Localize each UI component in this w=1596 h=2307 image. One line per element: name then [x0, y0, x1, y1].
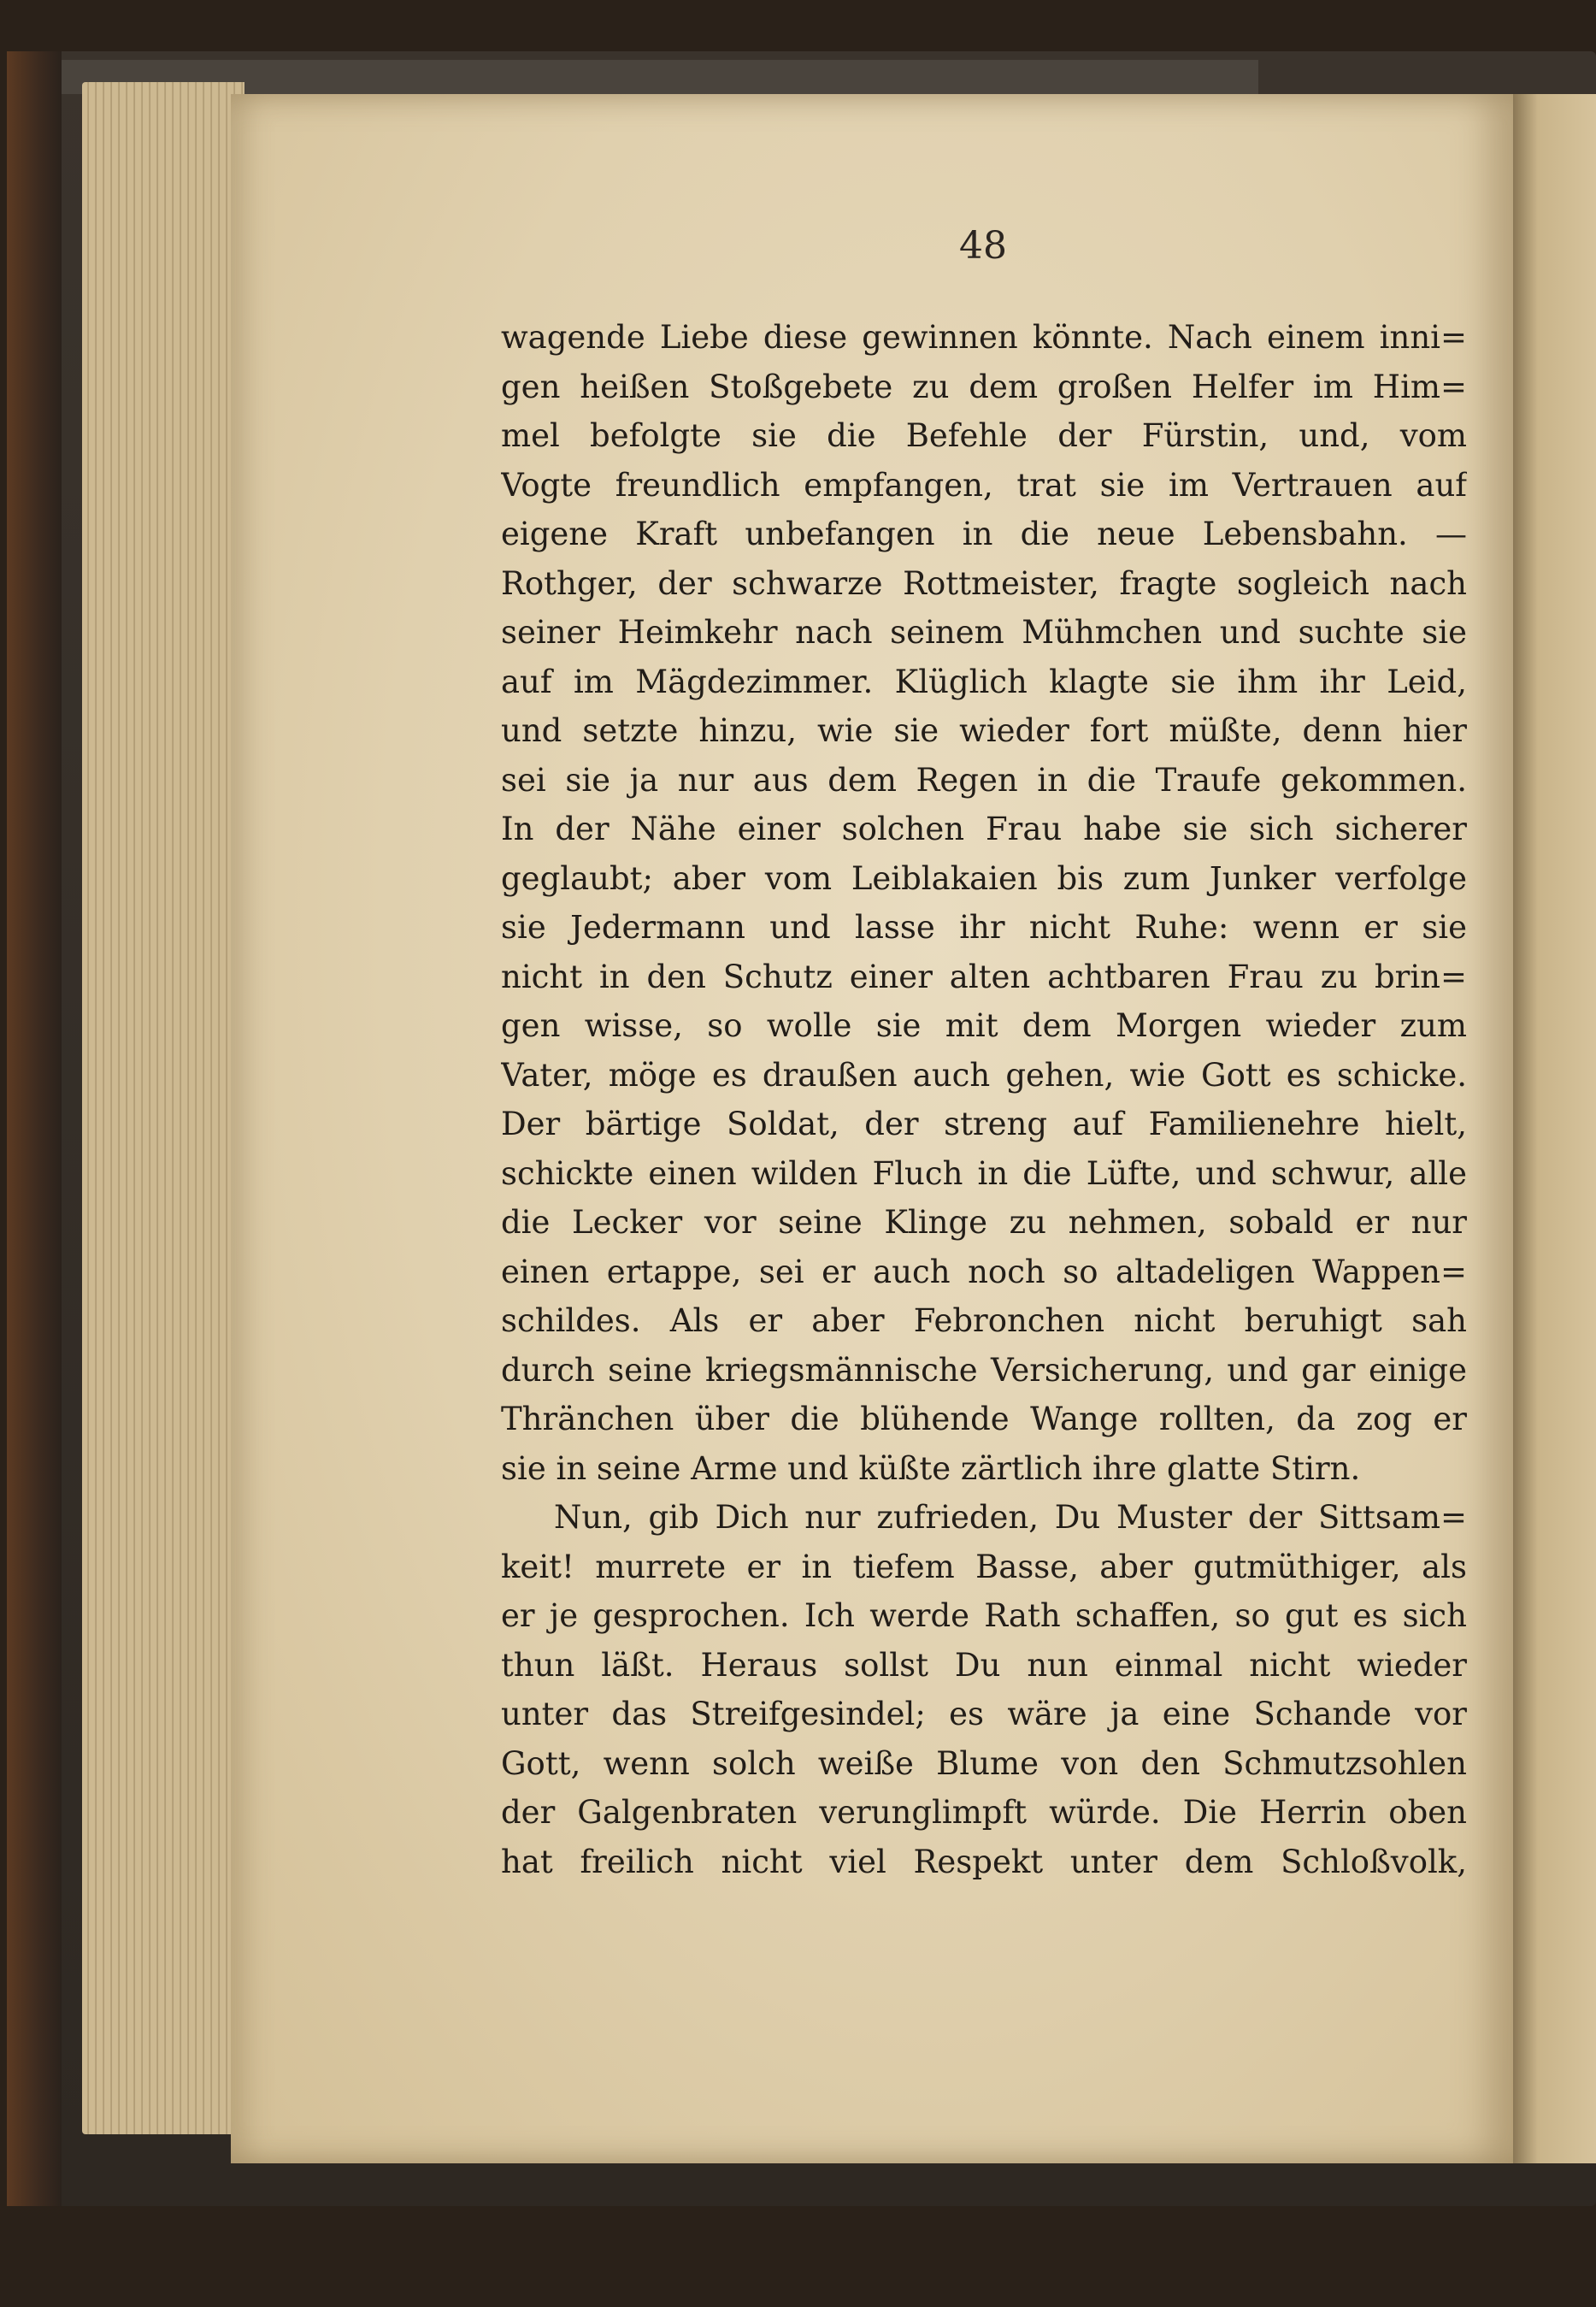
text-line: unter das Streifgesindel; es wäre ja eine Schande vor — [501, 1696, 1467, 1732]
text-line: geglaubt; aber vom Leiblakaien bis zum Junker verfolge — [501, 859, 1467, 897]
book-spine — [7, 51, 62, 2206]
text-line: nicht in den Schutz einer alten achtbaren Frau zu brin= — [501, 958, 1467, 995]
text-line: auf im Mägdezimmer. Klüglich klagte sie ihm ihr Leid, — [501, 663, 1467, 700]
text-line: sei sie ja nur aus dem Regen in die Traufe gekommen. — [501, 761, 1467, 799]
text-line: sie in seine Arme und küßte zärtlich ihre glatte Stirn. — [501, 1449, 1361, 1487]
text-line: schickte einen wilden Fluch in die Lüfte, und schwur, alle — [501, 1154, 1467, 1192]
text-line: thun läßt. Heraus sollst Du nun einmal nicht wieder — [501, 1646, 1467, 1684]
text-line: Vogte freundlich empfangen, trat sie im Vertrauen auf — [501, 466, 1467, 504]
facing-page-edge — [1513, 94, 1596, 2163]
text-line: hat freilich nicht viel Respekt unter dem Schloßvolk, — [501, 1843, 1467, 1880]
text-line: Nun, gib Dich nur zufrieden, Du Muster der Sittsam= — [554, 1499, 1467, 1536]
text-line: die Lecker vor seine Klinge zu nehmen, sobald er nur — [501, 1204, 1467, 1241]
text-line: schildes. Als er aber Febronchen nicht beruhigt sah — [501, 1302, 1467, 1339]
text-line: einen ertappe, sei er auch noch so altadeligen Wappen= — [501, 1253, 1467, 1290]
text-line: In der Nähe einer solchen Frau habe sie sich sicherer — [501, 811, 1467, 847]
text-line: er je gesprochen. Ich werde Rath schaffen, so gut es sich — [501, 1597, 1467, 1634]
text-line: eigene Kraft unbefangen in die neue Lebensbahn. — — [501, 516, 1467, 552]
text-line: wagende Liebe diese gewinnen könnte. Nach einem inni= — [501, 319, 1467, 356]
page-number: 48 — [959, 224, 1007, 268]
text-line: mel befolgte sie die Befehle der Fürstin, und, vom — [501, 417, 1467, 454]
text-line: Thränchen über die blühende Wange rollten, da zog er — [501, 1401, 1467, 1437]
text-line: gen wisse, so wolle sie mit dem Morgen wieder zum — [501, 1007, 1467, 1044]
text-line: der Galgenbraten verunglimpft würde. Die Herrin oben — [501, 1794, 1467, 1831]
text-line: Rothger, der schwarze Rottmeister, fragte sogleich nach — [501, 564, 1467, 602]
body-text — [501, 313, 1467, 1886]
page-edges — [82, 82, 244, 2134]
text-line: keit! murrete er in tiefem Basse, aber gutmüthiger, als — [501, 1548, 1467, 1585]
text-line: und setzte hinzu, wie sie wieder fort müßte, denn hier — [501, 712, 1467, 749]
text-line: Der bärtige Soldat, der streng auf Familienehre hielt, — [501, 1106, 1467, 1142]
text-line: Vater, möge es draußen auch gehen, wie Gott es schicke. — [501, 1056, 1467, 1094]
text-line: seiner Heimkehr nach seinem Mühmchen und suchte sie — [501, 614, 1467, 651]
text-line: sie Jedermann und lasse ihr nicht Ruhe: wenn er sie — [501, 909, 1467, 946]
text-line: Gott, wenn solch weiße Blume von den Schmutzsohlen — [501, 1744, 1467, 1782]
text-line: durch seine kriegsmännische Versicherung, und gar einige — [501, 1351, 1467, 1389]
text-line: gen heißen Stoßgebete zu dem großen Helfer im Him= — [501, 368, 1467, 405]
